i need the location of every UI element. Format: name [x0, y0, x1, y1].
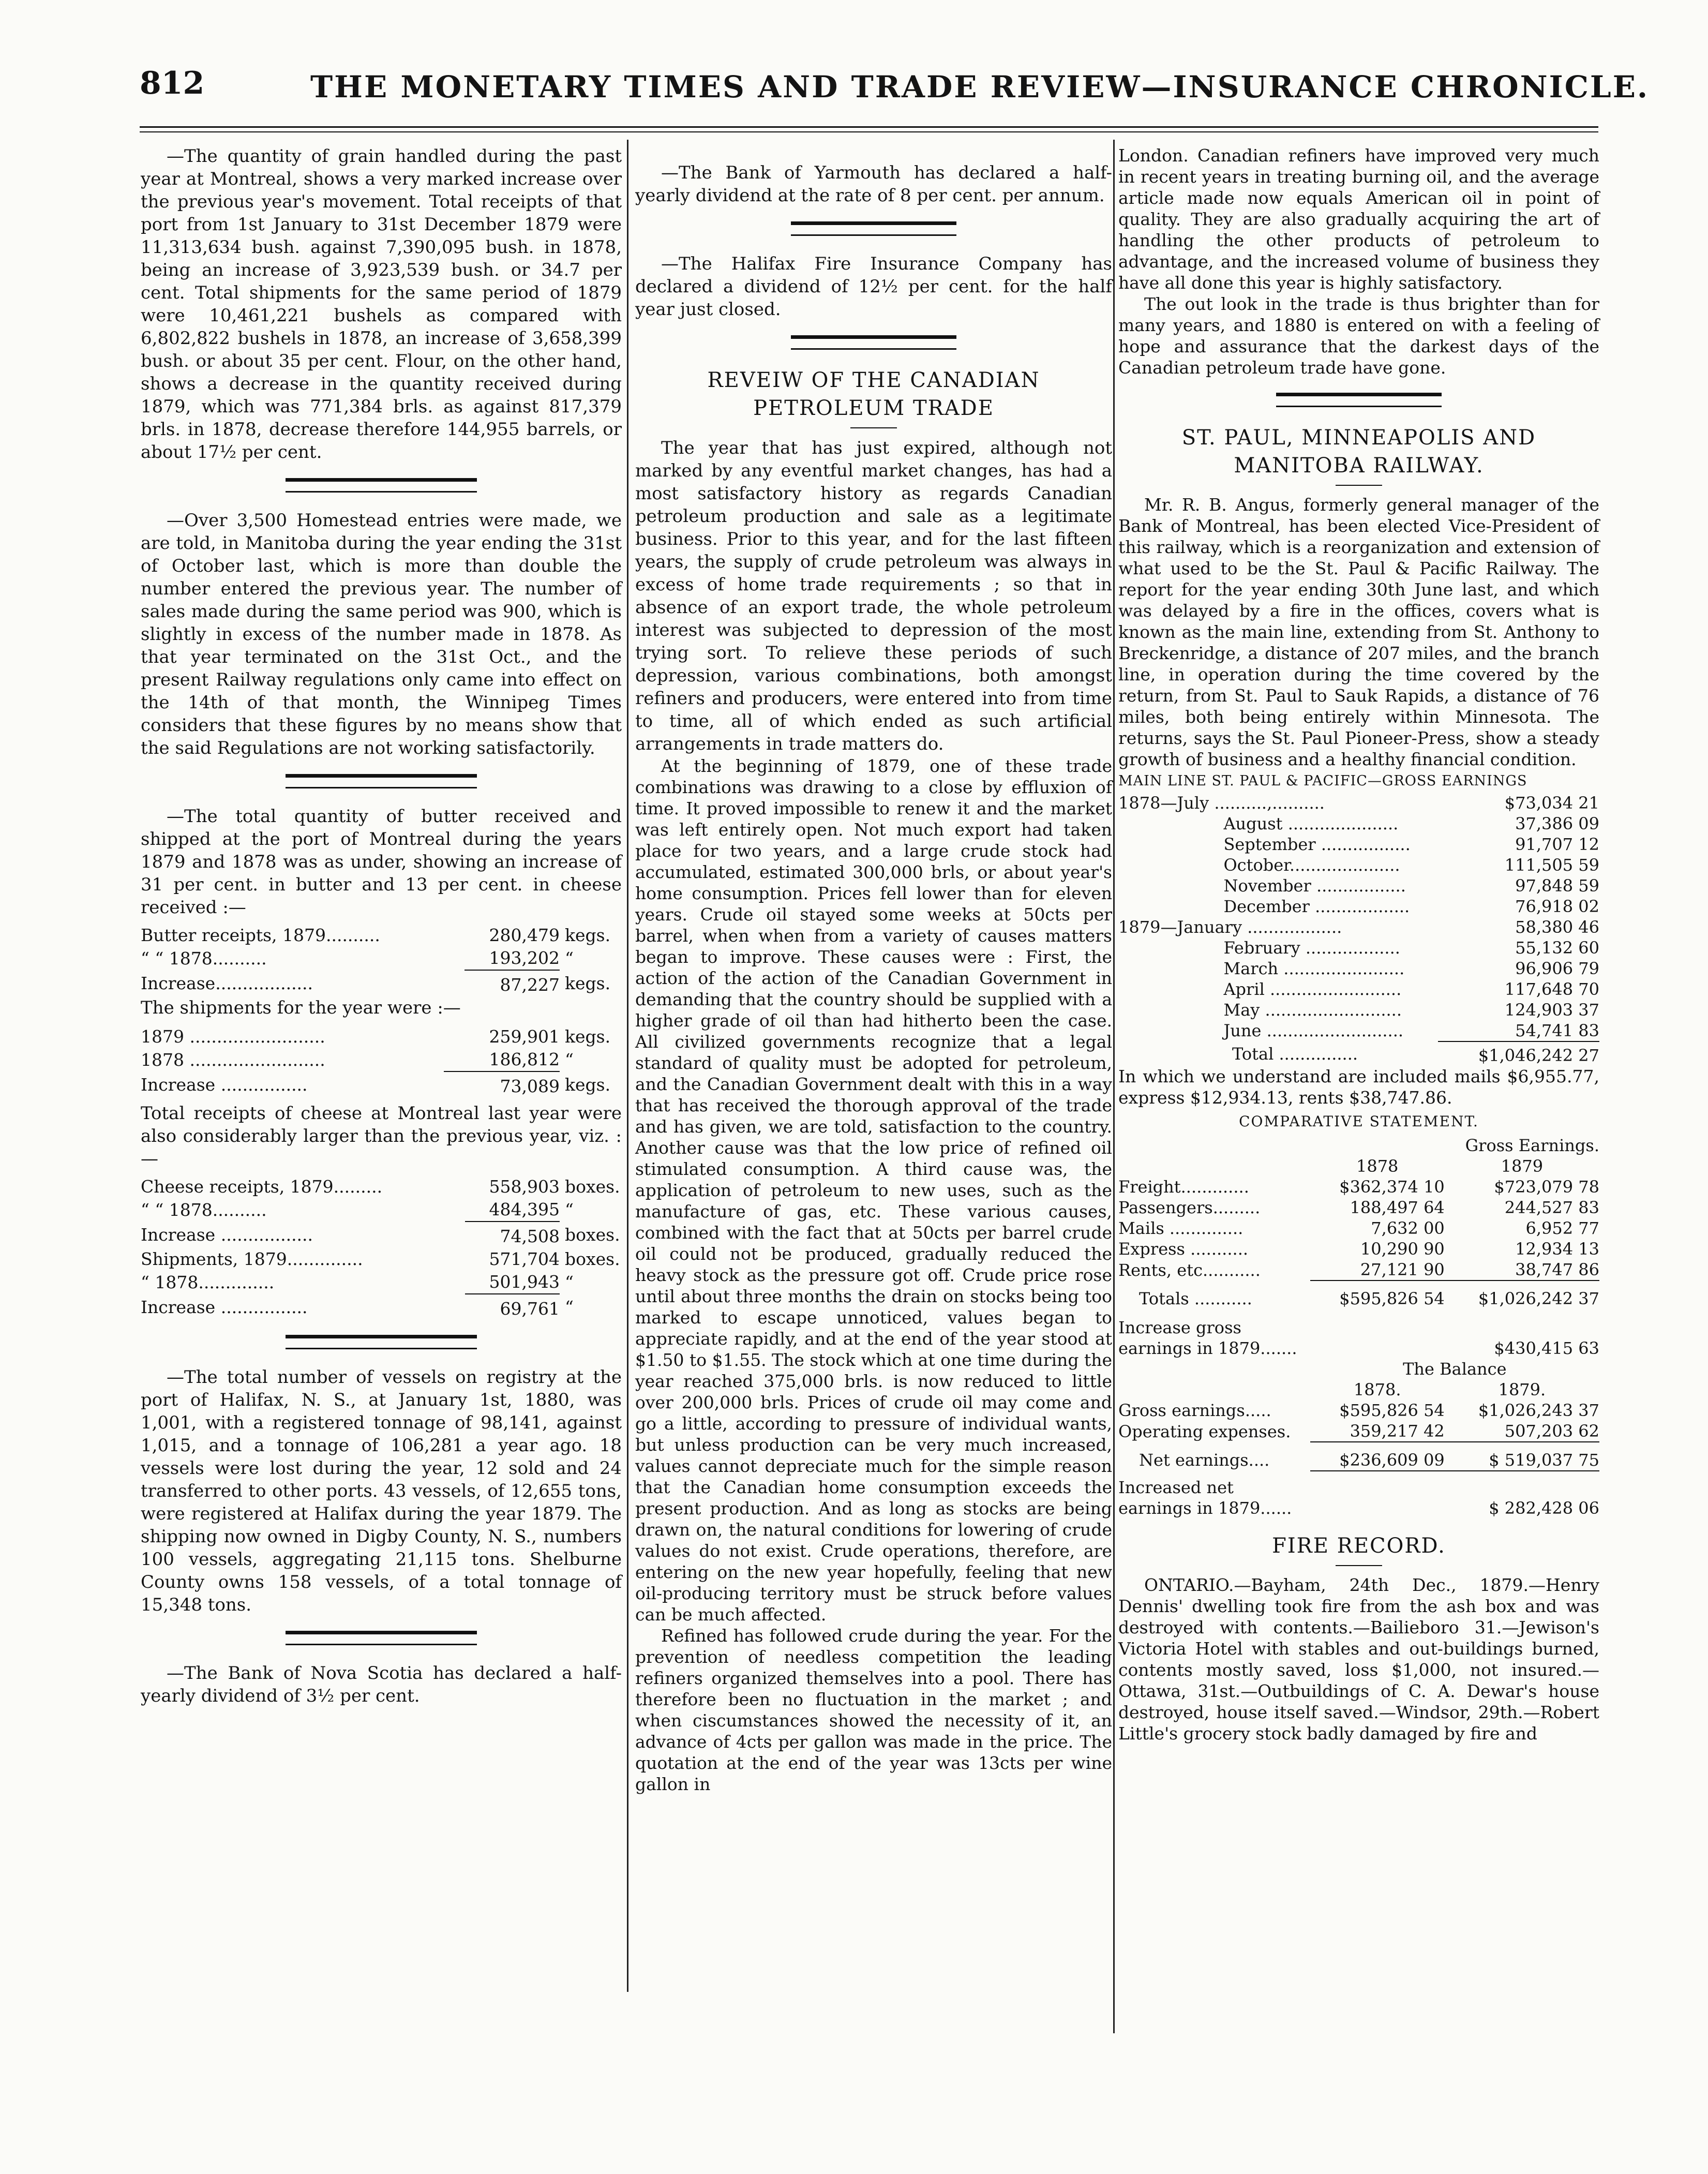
row-label: Express ........... — [1118, 1239, 1249, 1259]
article-halifax-fire: —The Halifax Fire Insurance Company has declared a dividend of 12½ per cent. for the half year just closed. — [635, 254, 1112, 320]
table-row — [1118, 896, 1599, 917]
row-label: Increase ................. — [141, 1224, 313, 1245]
table-row — [1118, 1156, 1599, 1177]
table-row — [1118, 1239, 1599, 1259]
table-row — [141, 1294, 622, 1320]
row-value: 259,901 — [489, 1026, 560, 1047]
month-name: May .......................... — [1223, 1000, 1402, 1020]
row-label: “ 1878.............. — [141, 1272, 275, 1292]
table-row — [1118, 1197, 1599, 1218]
balance-heading: The Balance — [1403, 1359, 1507, 1379]
table-row — [1118, 937, 1599, 958]
row-value: 571,704 — [489, 1249, 560, 1269]
month-value: 76,918 02 — [1515, 897, 1599, 916]
table-row — [1118, 813, 1599, 834]
mails-note: In which we understand are included mails $6,955.77, express $12,934.13, rents $38,747.86. — [1118, 1066, 1599, 1108]
table-row — [141, 924, 622, 947]
petroleum-outlook: The out look in the trade is thus brighter than for many years, and 1880 is entered on with a feeling of hope and assurance that the darkest days of the Canadian petroleum trade have gone. — [1118, 294, 1599, 378]
separator-rule — [791, 335, 956, 350]
header-rule — [140, 126, 1598, 128]
butter-shipments-table — [141, 1025, 622, 1098]
table-row — [1118, 1135, 1599, 1156]
row-label: Increase.................. — [141, 973, 313, 993]
row-label: “ “ 1878.......... — [141, 1199, 267, 1220]
month-name: February .................. — [1223, 938, 1400, 958]
article-grain: —The quantity of grain handled during the past year at Montreal, shows a very marked increase over the previous year's movement. Total receipts of that port from 1st January to 31st December 1879 were 11,313,634 bush. against 7,390,095 bush. in 1878, being an increase of 3,923,539 bush. or 34.7 per cent. Total shipments for the same period of 1879 were 10,461,221 bushels as compared with 6,802,822 bushels in 1878, an increase of 3,658,399 bush. or about 35 per cent. Flour, on the other hand, shows a decrease in the quantity received during 1879, which was 771,384 brls. as against 817,379 brls. in 1878, decrease therefore 144,955 barrels, or about 17½ per cent. — [141, 146, 622, 463]
month-value: 54,741 83 — [1515, 1021, 1599, 1040]
month-name: September ................. — [1223, 835, 1411, 854]
table-row — [1118, 979, 1599, 1000]
row-unit: boxes. — [565, 1249, 620, 1269]
month-name: November ................. — [1223, 876, 1406, 896]
table-row — [1118, 1041, 1599, 1066]
month-name: December .................. — [1223, 897, 1410, 916]
monthly-earnings-table — [1118, 793, 1599, 1041]
month-year — [1118, 813, 1177, 834]
row-label: Rents, etc........... — [1118, 1260, 1261, 1280]
table-row — [1118, 1421, 1599, 1442]
row-value: $362,374 10 — [1339, 1177, 1445, 1197]
separator-rule — [286, 1335, 477, 1349]
table-row — [141, 1071, 622, 1098]
table-row — [1118, 1359, 1599, 1379]
row-value: $723,079 78 — [1494, 1177, 1599, 1197]
row-label: Total ............... — [1232, 1044, 1358, 1064]
month-year — [1118, 1000, 1177, 1020]
railway-heading: ST. PAUL, MINNEAPOLIS AND MANITOBA RAILWAY. — [1181, 426, 1536, 478]
table-row — [1118, 1259, 1599, 1280]
row-label: Net earnings.... — [1139, 1450, 1270, 1470]
table-row — [1118, 1471, 1599, 1518]
table-row — [1118, 875, 1599, 896]
row-value: 188,497 64 — [1350, 1198, 1445, 1217]
earnings-table-heading: MAIN LINE ST. PAUL & PACIFIC—GROSS EARNINGS — [1118, 773, 1527, 789]
row-label: 1879 ......................... — [141, 1026, 325, 1047]
row-label: Butter receipts, 1879.......... — [141, 925, 380, 945]
table-row — [141, 1025, 622, 1048]
butter-receipts-table — [141, 924, 622, 996]
row-unit: “ — [565, 948, 574, 969]
table-row — [1118, 1400, 1599, 1421]
row-value: 69,761 — [465, 1294, 560, 1320]
table-row — [1118, 855, 1599, 875]
fire-record-heading: FIRE RECORD. — [1272, 1534, 1446, 1558]
row-unit: kegs. — [565, 1026, 611, 1047]
row-value: 6,952 77 — [1525, 1218, 1599, 1238]
column-1 — [141, 145, 622, 1707]
month-name: January .................. — [1177, 917, 1342, 937]
article-halifax-vessels: —The total number of vessels on registry at the port of Halifax, N. S., at January 1st, 1880, was 1,001, with a registered tonnage of 98,141, against 1,015, and a tonnage of 106,281 a year ago. 18 vessels were lost during the year, 12 sold and 24 transferred to other ports. 43 vessels, of 12,655 tons, were registered at Halifax during the year 1879. The shipping now owned in Digby County, N. S., numbers 100 vessels, aggregating 21,115 tons. Shelburne County owns 158 vessels, of a total tonnage of 15,348 tons. — [141, 1367, 622, 1615]
table-row — [141, 1248, 622, 1271]
row-label: Increase ................ — [141, 1074, 308, 1095]
row-value: 501,943 — [489, 1272, 560, 1292]
row-value: $236,609 09 — [1310, 1442, 1445, 1471]
gross-earnings-header: Gross Earnings. — [1465, 1136, 1599, 1155]
row-unit: kegs. — [565, 973, 611, 993]
row-value: 12,934 13 — [1515, 1239, 1599, 1259]
month-year — [1118, 834, 1177, 855]
row-value: 10,290 90 — [1360, 1239, 1445, 1259]
row-label: Shipments, 1879.............. — [141, 1249, 363, 1269]
month-name: June .......................... — [1223, 1021, 1404, 1040]
row-unit: “ — [565, 1049, 574, 1070]
row-label: Operating expenses. — [1118, 1421, 1291, 1441]
petroleum-heading: REVEIW OF THE CANADIAN PETROLEUM TRADE — [707, 368, 1040, 420]
table-row — [1118, 1309, 1599, 1359]
month-value: 117,648 70 — [1504, 979, 1599, 999]
row-label: Gross earnings..... — [1118, 1401, 1271, 1420]
separator-rule — [791, 221, 956, 236]
month-name: March ....................... — [1223, 959, 1405, 978]
month-value: 37,386 09 — [1515, 814, 1599, 833]
month-year — [1118, 875, 1177, 896]
fire-record-text: ONTARIO.—Bayham, 24th Dec., 1879.—Henry Dennis' dwelling took fire from the ash box and was destroyed with contents.—Bailieboro 31.—Jewison's Victoria Hotel with stables and out-buildings burned, contents mostly saved, loss $1,000, not insured.—Ottawa, 31st.—Outbuildings of C. A. Dewar's house destroyed, house itself saved.—Windsor, 29th.—Robert Little's grocery stock badly damaged by fire and — [1118, 1575, 1599, 1744]
separator-rule — [286, 1631, 477, 1645]
heading-rule — [850, 427, 897, 428]
row-label: Passengers......... — [1118, 1198, 1261, 1217]
article-nova-scotia: —The Bank of Nova Scotia has declared a half-yearly dividend of 3½ per cent. — [141, 1663, 622, 1706]
row-value: 38,747 86 — [1515, 1260, 1599, 1279]
column-year: 1879. — [1498, 1380, 1546, 1399]
page-number: 812 — [140, 65, 205, 101]
row-unit: “ — [565, 1272, 574, 1292]
article-butter: —The total quantity of butter received and shipped at the port of Montreal during the years 1879 and 1878 was as under, showing an increase of 31 per cent. in butter and 13 per cent. in cheese received :— — [141, 806, 622, 918]
row-value: $595,826 54 — [1339, 1401, 1445, 1420]
table-row — [1118, 1218, 1599, 1239]
column-divider-2 — [1113, 140, 1115, 2033]
table-row — [1118, 917, 1599, 937]
row-value: $430,415 63 — [1494, 1338, 1599, 1358]
row-label: Mails .............. — [1118, 1218, 1243, 1238]
row-value: $ 282,428 06 — [1489, 1498, 1599, 1518]
month-name: October..................... — [1223, 855, 1400, 875]
row-value: 244,527 83 — [1504, 1198, 1599, 1217]
month-year: 1878— — [1118, 793, 1177, 813]
row-value: $1,046,242 27 — [1438, 1041, 1599, 1066]
row-value: 87,227 — [465, 970, 560, 996]
month-value: $73,034 21 — [1504, 793, 1599, 813]
month-name: April ......................... — [1223, 979, 1402, 999]
article-yarmouth: —The Bank of Yarmouth has declared a half-yearly dividend at the rate of 8 per cent. per annum. — [635, 162, 1112, 206]
table-row — [1118, 793, 1599, 813]
row-label: Freight............. — [1118, 1177, 1249, 1197]
column-year: 1879 — [1501, 1156, 1544, 1176]
table-row — [1118, 1280, 1599, 1309]
month-year: 1879— — [1118, 917, 1177, 937]
column-2 — [635, 145, 1112, 1795]
petroleum-paragraph: The year that has just expired, although not marked by any eventful market changes, has had a most satisfactory history as regards Canadian petroleum production and sale as a legitimate business. Prior to this year, and for the last fifteen years, the supply of crude petroleum was always in excess of home trade requirements ; so that in absence of an export trade, the whole petroleum interest was subjected to depression of the most trying sort. To relieve these periods of such depression, various combinations, both amongst refiners and producers, were entered into from time to time, all of which ended as such artificial arrangements in trade matters do. — [635, 438, 1112, 754]
fire-record-section — [1118, 1532, 1599, 1744]
row-value: 507,203 62 — [1504, 1421, 1599, 1441]
month-value: 55,132 60 — [1515, 938, 1599, 958]
article-homestead: —Over 3,500 Homestead entries were made, we are told, in Manitoba during the year ending the 31st of October last, which is more than double the number entered the previous year. The number of sales made during the same period was 900, which is slightly in excess of the number made in 1878. As that year terminated on the 31st Oct., and the present Railway regulations only came into effect on the 14th of that month, the Winnipeg Times considers that these figures by no means show that the said Regulations are not working satisfactorily. — [141, 510, 622, 758]
row-label: Increase gross earnings in 1879....... — [1118, 1318, 1297, 1358]
month-value: 91,707 12 — [1515, 835, 1599, 854]
table-row — [1118, 1379, 1599, 1400]
month-value: 111,505 59 — [1504, 855, 1599, 875]
table-row — [1118, 958, 1599, 979]
row-value: 359,217 42 — [1350, 1421, 1445, 1441]
page-header — [140, 62, 1650, 135]
row-label: 1878 ......................... — [141, 1049, 325, 1070]
column-3 — [1118, 145, 1599, 1744]
table-row — [1118, 1020, 1599, 1041]
heading-rule — [1336, 1565, 1382, 1566]
month-year — [1118, 937, 1177, 958]
table-row — [141, 970, 622, 996]
month-value: 124,903 37 — [1504, 1000, 1599, 1020]
petroleum-paragraph: Refined has followed crude during the year. For the prevention of needless competition the leading refiners organized themselves into a pool. There has therefore been no fluctuation in the market ; and when ciscumstances showed the necessity of it, an advance of 4cts per gallon was made in the price. The quotation at the end of the year was 13cts per wine gallon in — [635, 1626, 1112, 1794]
row-value: 558,903 — [489, 1177, 560, 1197]
month-value: 58,380 46 — [1515, 917, 1599, 937]
petroleum-paragraph: At the beginning of 1879, one of these trade combinations was drawing to a close by effluxion of time. It proved impossible to renew it and the market was left entirely open. Not much export had taken place for two years, and a large crude stock had accumulated, estimated 300,000 brls, or about year's home consumption. Prices fell lower than for eleven years. Crude oil stayed some weeks at 50cts per barrel, when when from a variety of causes matters began to improve. These causes were : First, the action of the action of the Canadian Government in demanding that the country should be supplied with a higher grade of oil than had hitherto been the case. All civilized governments recognize that a legal standard of quality must be adopted for petroleum, and the Canadian Government dealt with this in a way that has received the thorough approval of the trade and has given, we are told, satisfaction to the country. Another cause was that the low price of refined oil stimulated consumption. A third cause was, the application of petroleum to new uses, such as the manufacture of gas, etc. These various causes, combined with the fact that at 50cts per barrel crude oil could not be produced, gradually reduced the heavy stock as the pressure got off. Crude price rose until about three months the drain on stocks being too marked to escape unnoticed, values began to appreciate rapidly, and at the end of the year stood at $1.50 to $1.55. The stock which at one time during the year reached 375,000 brls. is now reduced to little over 200,000 brls. Prices of crude oil may come and go a little, according to pressure of individual wants, but unless production can be very much increased, values cannot depreciate much for the simple reason that the Canadian home consumption exceeds the present production. And as long as stocks are being drawn on, the natural conditions for lowering of crude values do not exist. Crude operations, therefore, are entering on the new year hopefully, feeling that new oil-producing territory must be struck before values can be much affected. — [635, 756, 1112, 1625]
row-label: Cheese receipts, 1879......... — [141, 1177, 383, 1197]
table-row — [141, 1048, 622, 1071]
table-row — [141, 1198, 622, 1222]
row-value: $1,026,242 37 — [1445, 1280, 1599, 1309]
row-unit: kegs. — [565, 925, 611, 945]
row-label: “ “ 1878.......... — [141, 948, 267, 969]
page-title: THE MONETARY TIMES AND TRADE REVIEW—INSURANCE CHRONICLE. — [310, 69, 1650, 105]
row-value: 186,812 — [489, 1049, 560, 1069]
table-row — [1118, 1000, 1599, 1020]
table-row — [141, 1222, 622, 1248]
row-value: 27,121 90 — [1360, 1260, 1445, 1279]
table-row — [1118, 834, 1599, 855]
month-year — [1118, 855, 1177, 875]
row-label: Increase ................ — [141, 1297, 308, 1317]
column-year: 1878 — [1356, 1156, 1399, 1176]
heading-rule — [1336, 485, 1382, 486]
table-row — [141, 947, 622, 970]
row-label: Increased net earnings in 1879...... — [1118, 1478, 1292, 1518]
header-rule-thin — [140, 131, 1598, 132]
month-value: 97,848 59 — [1515, 876, 1599, 896]
column-year: 1878. — [1353, 1380, 1401, 1399]
row-value: 74,508 — [465, 1222, 560, 1248]
railway-paragraph: Mr. R. B. Angus, formerly general manager of the Bank of Montreal, has been elected Vice-President of this railway, which is a reorganization and extension of what used to be the St. Paul & Pacific Railway. The report for the year ending 30th June last, and which was delayed by a fire in the offices, covers what is known as the main line, extending from St. Anthony to Breckenridge, a distance of 207 miles, and the branch line, in operation during the time covered by the return, from St. Paul to Sauk Rapids, a distance of 76 miles, both being entirely within Minnesota. The returns, says the St. Paul Pioneer-Press, show a steady growth of business and a healthy financial condition. — [1118, 495, 1599, 769]
row-value: 484,395 — [489, 1199, 560, 1219]
month-year — [1118, 979, 1177, 1000]
total-earnings — [1118, 1041, 1599, 1066]
month-year — [1118, 958, 1177, 979]
row-unit: boxes. — [565, 1224, 620, 1245]
row-unit: kegs. — [565, 1074, 611, 1095]
row-unit: boxes. — [565, 1177, 620, 1197]
article-cheese: Total receipts of cheese at Montreal last year were also considerably larger than the previous year, viz. :— — [141, 1103, 622, 1169]
column-divider-1 — [627, 140, 628, 1992]
row-value: 280,479 — [489, 925, 560, 945]
month-year — [1118, 896, 1177, 917]
row-value: $ 519,037 75 — [1445, 1442, 1599, 1471]
cheese-table — [141, 1175, 622, 1320]
table-row — [1118, 1177, 1599, 1197]
table-row — [141, 1271, 622, 1294]
month-year — [1118, 1020, 1177, 1041]
separator-rule — [286, 478, 477, 493]
row-value: 7,632 00 — [1371, 1218, 1445, 1238]
row-value: $1,026,243 37 — [1478, 1401, 1599, 1420]
row-unit: “ — [565, 1297, 574, 1317]
comparative-table — [1118, 1135, 1599, 1518]
petroleum-continued: London. Canadian refiners have improved very much in recent years in treating burning oil, and the average article made now equals American oil in point of quality. They are also gradually acquiring the art of handling the other products of petroleum to advantage, and the increased volume of business they have all done this year is highly satisfactory. — [1118, 145, 1599, 293]
table-row — [141, 1175, 622, 1198]
month-value: 96,906 79 — [1515, 959, 1599, 978]
month-name: August ..................... — [1223, 814, 1399, 833]
separator-rule — [286, 774, 477, 788]
month-name: July ..........,.......... — [1177, 793, 1325, 813]
comparative-heading: COMPARATIVE STATEMENT. — [1239, 1113, 1479, 1130]
separator-rule — [1276, 393, 1442, 407]
row-value: 193,202 — [489, 948, 560, 968]
row-value: 73,089 — [444, 1071, 560, 1098]
shipments-intro: The shipments for the year were :— — [141, 997, 461, 1018]
row-value: $595,826 54 — [1310, 1280, 1445, 1309]
row-label: Totals ........... — [1139, 1288, 1252, 1308]
table-row — [1118, 1442, 1599, 1471]
row-unit: “ — [565, 1199, 574, 1220]
